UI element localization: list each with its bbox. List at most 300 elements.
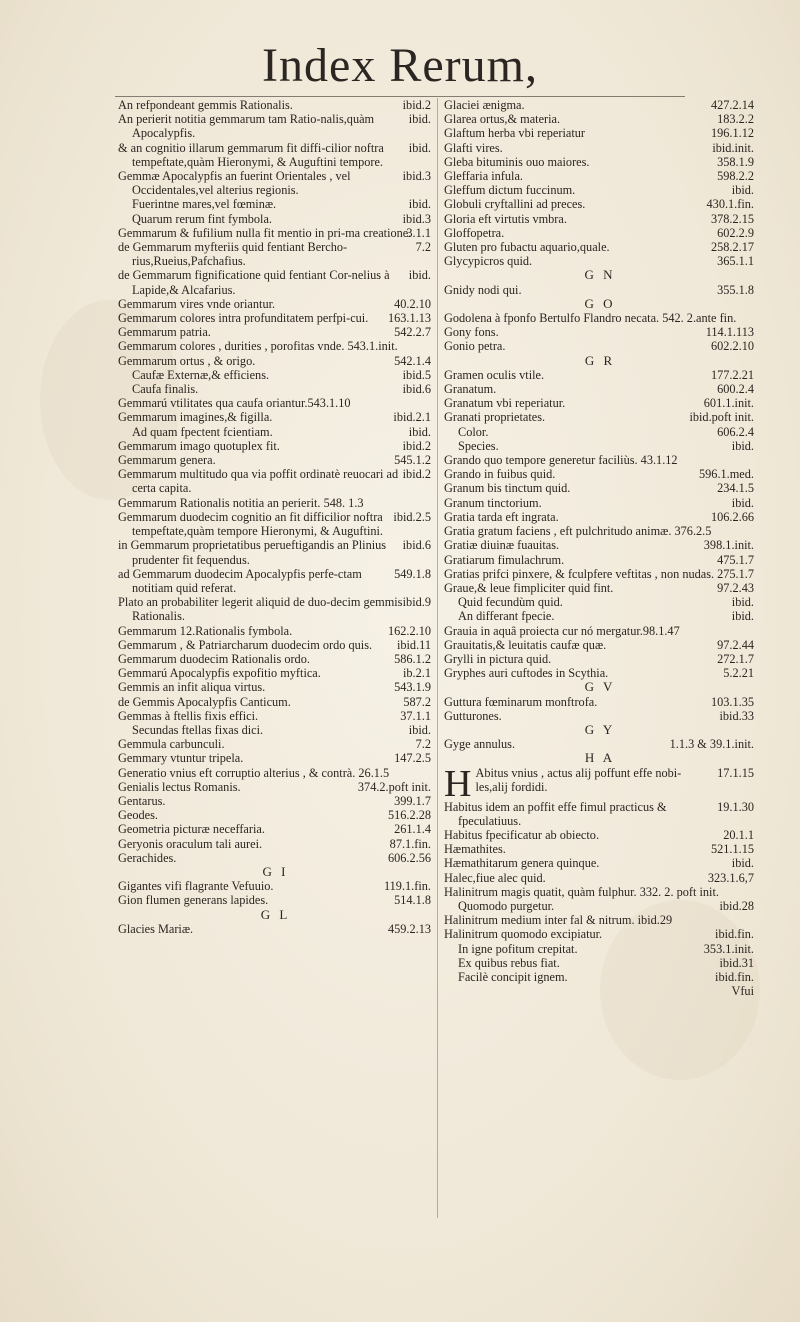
entry-text: Gemmæ Apocalypfis an fuerint Orientales , vel Occidentales,vel alterius regionis. (118, 169, 351, 198)
index-entry (444, 652, 756, 666)
entry-page-reference: 514.1.8 (394, 893, 431, 908)
entry-text: Gemmarum genera. (118, 453, 216, 468)
entry-page-reference: 598.2.2 (717, 169, 754, 184)
index-entry (118, 98, 433, 112)
entry-page-reference: 601.1.init. (703, 396, 754, 411)
entry-text: Grylli in pictura quid. (444, 651, 552, 666)
page-title: Index Rerum, (262, 39, 538, 92)
index-entry (444, 695, 756, 709)
index-entry (444, 240, 756, 254)
index-entry (444, 666, 756, 680)
entry-text: in Gemmarum proprietatibus perueftigandis an Plinius prudenter fit fequendus. (118, 538, 387, 567)
index-entry (118, 851, 433, 865)
index-entry (444, 425, 756, 439)
index-entry (118, 453, 433, 467)
index-entry (444, 183, 756, 197)
entry-page-reference: ibid.fin. (715, 969, 754, 984)
index-entry (118, 723, 433, 737)
page-header (0, 38, 800, 93)
index-entry (444, 481, 756, 495)
entry-page-reference: 365.1.1 (717, 254, 754, 269)
index-entry (444, 112, 756, 126)
entry-text: Gemmarum duodecim cognitio an fit difficilior noftra tempeftate,quàm tempore Hieronymi, & Auguftini. (118, 509, 383, 539)
index-entry (118, 368, 433, 382)
entry-page-reference: 147.2.5 (394, 751, 431, 766)
entry-text: de Gemmis Apocalypfis Canticum. (118, 694, 291, 709)
entry-text: Hæmathites. (444, 842, 506, 857)
index-entry (118, 169, 433, 197)
entry-text: ad Gemmarum duodecim Apocalypfis perfe-ctam notitiam quid referat. (118, 566, 362, 595)
entry-page-reference: 606.2.4 (717, 424, 754, 439)
index-entry (118, 780, 433, 794)
index-entry (118, 624, 433, 638)
entry-page-reference: ibid. (731, 609, 754, 624)
entry-page-reference: 119.1.fin. (383, 879, 431, 894)
catchword: Vfui (731, 984, 754, 999)
entry-text: Glafti vires. (444, 140, 503, 155)
entry-page-reference: 587.2 (403, 694, 431, 709)
entry-text: Gemmarum Rationalis notitia an perierit. 548. 1.3 (118, 495, 364, 510)
entry-page-reference: 3.1.1 (406, 225, 431, 240)
section-letter-heading: G O (584, 295, 616, 311)
entry-page-reference: ibid.2.5 (393, 509, 431, 524)
entry-page-reference: ibid.31 (719, 955, 754, 970)
entry-page-reference: ibid. (731, 856, 754, 871)
entry-page-reference: 549.1.8 (394, 566, 431, 581)
entry-page-reference: 459.2.13 (387, 921, 431, 936)
entry-text: de Gemmarum fignificatione quid fentiant Cor-nelius à Lapide,& Alcafarius. (118, 268, 390, 297)
entry-text: Gnidy nodi qui. (444, 282, 522, 297)
index-entry (444, 624, 756, 638)
index-entry (444, 538, 756, 552)
index-entry (444, 927, 756, 941)
right-column (444, 98, 756, 998)
entry-page-reference: 516.2.28 (387, 808, 431, 823)
entry-text: Gemmarum & fufilium nulla fit mentio in pri-ma creatione. (118, 225, 412, 240)
entry-page-reference: 196.1.12 (710, 126, 754, 141)
entry-text: Gluten pro fubactu aquario,quale. (444, 240, 610, 255)
entry-page-reference: 353.1.init. (703, 941, 754, 956)
entry-text: Gratiarum fimulachrum. (444, 552, 565, 567)
entry-page-reference: ibid.2 (402, 438, 431, 453)
section-letter-heading: G Y (584, 721, 616, 737)
entry-text: Gemmas à ftellis fixis effici. (118, 708, 259, 723)
index-entry (118, 141, 433, 169)
entry-page-reference: 162.2.10 (387, 623, 431, 638)
index-entry (118, 595, 433, 623)
entry-text: Gratia tarda eft ingrata. (444, 509, 559, 524)
index-entry (118, 808, 433, 822)
entry-page-reference: 5.2.21 (723, 666, 754, 681)
entry-page-reference: 40.2.10 (394, 296, 431, 311)
index-entry (118, 879, 433, 893)
entry-page-reference: ibid. (731, 595, 754, 610)
entry-text: Gryphes auri cuftodes in Scythia. (444, 666, 609, 681)
entry-page-reference: 323.1.6,7 (707, 870, 754, 885)
entry-text: Habitus idem an poffit effe fimul practicus & fpeculatiuus. (444, 799, 667, 828)
entry-text: Globuli cryftallini ad preces. (444, 197, 586, 212)
index-entry (444, 311, 756, 325)
drop-cap-initial: H (444, 762, 472, 805)
entry-text: Facilè concipit ignem. (458, 969, 568, 984)
entry-text: Gemmarú vtilitates qua caufa oriantur.543.1.10 (118, 396, 351, 411)
entry-text: Gyge annulus. (444, 737, 516, 752)
index-entry (444, 828, 756, 842)
entry-text: Gemmary vtuntur tripela. (118, 751, 244, 766)
index-entry (444, 283, 756, 297)
entry-text: Grauia in aquâ proiecta cur nó mergatur.98.1.47 (444, 623, 680, 638)
entry-text: Gemmarum , & Patriarcharum duodecim ordo quis. (118, 637, 373, 652)
entry-text: Glaciei ænigma. (444, 98, 525, 112)
index-entry (444, 524, 756, 538)
entry-page-reference: 103.1.35 (710, 694, 754, 709)
index-entry (444, 842, 756, 856)
entry-text: Caufa finalis. (132, 382, 199, 397)
entry-text: Color. (458, 424, 489, 439)
entry-text: Gleba bituminis ouo maiores. (444, 154, 590, 169)
index-entry (118, 425, 433, 439)
entry-text: Gramen oculis vtile. (444, 367, 545, 382)
entry-page-reference: ibid.5 (402, 367, 431, 382)
entry-page-reference: 430.1.fin. (706, 197, 754, 212)
entry-page-reference: 378.2.15 (710, 211, 754, 226)
entry-page-reference: 272.1.7 (717, 651, 754, 666)
entry-page-reference: 7.2 (415, 737, 431, 752)
entry-text: Gemmarum multitudo qua via poffit ordinatè reuocari ad certa capita. (118, 467, 399, 496)
index-entry (118, 737, 433, 751)
entry-text: Gemmarum colores intra profunditatem perfpi-cui. (118, 311, 369, 326)
entry-text: An differant fpecie. (458, 609, 555, 624)
index-entry (444, 567, 756, 581)
entry-text: Grauitatis,& leuitatis caufæ quæ. (444, 637, 607, 652)
entry-page-reference: ibid.11 (396, 637, 431, 652)
entry-page-reference: ibid.2 (402, 98, 431, 112)
index-entry (118, 325, 433, 339)
section-letter-heading: G N (584, 267, 616, 283)
index-entry (444, 709, 756, 723)
entry-page-reference: ibid.2 (402, 467, 431, 482)
entry-page-reference: ibid.poft init. (689, 410, 754, 425)
entry-page-reference: ibid. (408, 424, 431, 439)
entry-page-reference: ibid. (731, 438, 754, 453)
entry-page-reference: ibid.6 (402, 538, 431, 553)
index-entry (444, 595, 756, 609)
entry-page-reference: 258.2.17 (710, 240, 754, 255)
entry-page-reference: ibid.9 (402, 595, 431, 610)
section-letter-heading: G V (584, 679, 616, 695)
entry-page-reference: 97.2.43 (717, 580, 754, 595)
entry-page-reference: ibid.fin. (715, 927, 754, 942)
entry-text: Granati proprietates. (444, 410, 546, 425)
index-entry (444, 856, 756, 870)
index-entry (118, 652, 433, 666)
section-letter-heading: G L (260, 906, 291, 922)
entry-page-reference: ibid.3 (402, 211, 431, 226)
entry-text: Gemmarum 12.Rationalis fymbola. (118, 623, 293, 638)
index-entry (444, 956, 756, 970)
entry-text: An perierit notitia gemmarum tam Ratio-nalis,quàm Apocalypfis. (118, 112, 375, 141)
entry-text: Plato an probabiliter legerit aliquid de duo-decim gemmis Rationalis. (118, 595, 403, 624)
index-entry (444, 581, 756, 595)
index-entry (444, 871, 756, 885)
index-entry (444, 800, 756, 828)
entry-page-reference: 602.2.9 (717, 225, 754, 240)
entry-page-reference: ibid.2.1 (393, 410, 431, 425)
entry-text: Gutturones. (444, 708, 502, 723)
entry-text: Species. (458, 438, 499, 453)
entry-text: Gleffaria infula. (444, 169, 523, 184)
entry-page-reference: 606.2.56 (387, 850, 431, 865)
index-entry (118, 396, 433, 410)
entry-page-reference: ibid. (408, 268, 431, 283)
index-entry (118, 212, 433, 226)
entry-text: Halinitrum quomodo excipiatur. (444, 927, 603, 942)
index-entry (118, 695, 433, 709)
index-entry (118, 680, 433, 694)
entry-page-reference: 427.2.14 (710, 98, 754, 112)
entry-text: Grando in fuibus quid. (444, 467, 556, 482)
index-entry (444, 325, 756, 339)
index-entry (444, 98, 756, 112)
entry-text: Gemmarum patria. (118, 325, 211, 340)
entry-text: Gony fons. (444, 325, 499, 340)
entry-page-reference: 600.2.4 (717, 382, 754, 397)
entry-page-reference: 475.1.7 (717, 552, 754, 567)
entry-text: Ex quibus rebus fiat. (458, 955, 560, 970)
entry-page-reference: 97.2.44 (717, 637, 754, 652)
entry-page-reference: 596.1.med. (699, 467, 754, 482)
index-entry (118, 538, 433, 566)
section-letter-heading: H A (584, 750, 616, 766)
entry-text: Godolena à fponfo Bertulfo Flandro necata. 542. 2.ante fin. (444, 311, 737, 326)
entry-page-reference: 543.1.9 (394, 680, 431, 695)
entry-text: Quomodo purgetur. (458, 898, 555, 913)
index-entry (444, 762, 756, 805)
entry-text: Glarea ortus,& materia. (444, 112, 561, 127)
index-entry (444, 970, 756, 984)
index-entry (118, 709, 433, 723)
entry-page-reference: 399.1.7 (394, 793, 431, 808)
index-entry (118, 751, 433, 765)
entry-page-reference: 586.1.2 (394, 651, 431, 666)
entry-text: Gemmarum imagines,& figilla. (118, 410, 273, 425)
entry-text: Granatum. (444, 382, 497, 397)
index-entry (118, 339, 433, 353)
entry-text: Glacies Mariæ. (118, 921, 194, 936)
index-entry (118, 197, 433, 211)
index-entry (118, 467, 433, 495)
entry-text: Glaftum herba vbi reperiatur (444, 126, 586, 141)
index-entry (444, 439, 756, 453)
entry-text: Granum tinctorium. (444, 495, 542, 510)
entry-page-reference: 163.1.13 (387, 311, 431, 326)
index-entry (444, 396, 756, 410)
entry-text: Ad quam fpectent fcientiam. (132, 424, 273, 439)
index-entry (118, 837, 433, 851)
entry-text: Gemmarum vires vnde oriantur. (118, 296, 276, 311)
entry-page-reference: 542.2.7 (394, 325, 431, 340)
entry-text: Gratia gratum faciens , eft pulchritudo animæ. 376.2.5 (444, 524, 712, 539)
entry-page-reference: ibid.28 (719, 898, 754, 913)
index-entry (118, 112, 433, 140)
entry-text: In igne pofitum crepitat. (458, 941, 578, 956)
entry-page-reference: 17.1.15 (717, 765, 754, 780)
index-entry (118, 567, 433, 595)
entry-text: Gloffopetra. (444, 225, 505, 240)
entry-page-reference: ibid. (731, 495, 754, 510)
index-entry (118, 893, 433, 907)
entry-text: Gemmarum colores , durities , porofitas vnde. 543.1.init. (118, 339, 398, 354)
entry-text: Grando quo tempore generetur faciliùs. 43.1.12 (444, 453, 678, 468)
entry-page-reference: ibid. (408, 722, 431, 737)
index-entry (444, 913, 756, 927)
entry-page-reference: 234.1.5 (717, 481, 754, 496)
entry-text: Gemmarum ortus , & origo. (118, 353, 256, 368)
entry-text: Gleffum dictum fuccinum. (444, 183, 576, 198)
entry-text: Quid fecundùm quid. (458, 595, 563, 610)
entry-text: Glycypicros quid. (444, 254, 533, 269)
index-entry (118, 410, 433, 424)
entry-text: Habitus fpecificatur ab obiecto. (444, 827, 600, 842)
index-entry (118, 354, 433, 368)
index-entry (118, 297, 433, 311)
index-entry (118, 268, 433, 296)
index-entry (444, 899, 756, 913)
entry-text: Hæmathitarum genera quinque. (444, 856, 600, 871)
entry-text: Halinitrum medium inter fal & nitrum. ibid.29 (444, 913, 673, 928)
entry-text: Gemmula carbunculi. (118, 737, 225, 752)
entry-page-reference: 37.1.1 (400, 708, 431, 723)
entry-page-reference: 183.2.2 (717, 112, 754, 127)
index-entry (118, 638, 433, 652)
entry-text: Quarum rerum fint fymbola. (132, 211, 273, 226)
entry-text: Gemmarum duodecim Rationalis ordo. (118, 651, 310, 666)
index-entry (118, 666, 433, 680)
entry-text: Secundas ftellas fixas dici. (132, 722, 264, 737)
entry-page-reference: 1.1.3 & 39.1.init. (669, 737, 754, 752)
entry-text: Geometria picturæ neceffaria. (118, 822, 265, 837)
entry-text: Gerachides. (118, 850, 177, 865)
entry-text: de Gemmarum myfteriis quid fentiant Bercho-rius,Rueius,Pafchafius. (118, 240, 348, 269)
entry-text: Geryonis oraculum tali aurei. (118, 836, 263, 851)
index-entry (444, 169, 756, 183)
entry-text: An refpondeant gemmis Rationalis. (118, 98, 293, 112)
index-entry (444, 197, 756, 211)
entry-page-reference: 542.1.4 (394, 353, 431, 368)
entry-text: Gemmarum imago quotuplex fit. (118, 438, 280, 453)
index-entry (118, 496, 433, 510)
entry-page-reference: ibid. (408, 197, 431, 212)
index-entry (118, 226, 433, 240)
index-entry (118, 822, 433, 836)
entry-page-reference: ibid. (408, 140, 431, 155)
entry-page-reference: 7.2 (415, 240, 431, 255)
entry-page-reference: 177.2.21 (710, 367, 754, 382)
index-entry (444, 155, 756, 169)
index-entry (444, 212, 756, 226)
entry-page-reference: 106.2.66 (710, 509, 754, 524)
index-entry (444, 942, 756, 956)
entry-page-reference: ibid.6 (402, 382, 431, 397)
index-entry (444, 126, 756, 140)
entry-text: Halec,fiue alec quid. (444, 870, 546, 885)
entry-page-reference: 521.1.15 (710, 842, 754, 857)
entry-page-reference: 355.1.8 (717, 282, 754, 297)
left-column (118, 98, 433, 936)
index-entry (118, 794, 433, 808)
entry-text: Gentarus. (118, 793, 166, 808)
entry-text: Gemmarú Apocalypfis expofitio myftica. (118, 666, 321, 681)
entry-text: Gemmis an infit aliqua virtus. (118, 680, 266, 695)
column-divider (437, 98, 438, 1218)
entry-text: Generatio vnius eft corruptio alterius , & contrà. 26.1.5 (118, 765, 390, 780)
entry-text: Caufæ Externæ,& efficiens. (132, 367, 270, 382)
index-entry (118, 439, 433, 453)
index-entry (444, 226, 756, 240)
entry-page-reference: 87.1.fin. (389, 836, 431, 851)
entry-page-reference: ibid.33 (719, 708, 754, 723)
index-entry (444, 737, 756, 751)
index-entry (118, 766, 433, 780)
index-entry (444, 141, 756, 155)
section-letter-heading: G R (584, 352, 616, 368)
entry-page-reference: 358.1.9 (717, 154, 754, 169)
entry-text: Geodes. (118, 808, 158, 823)
index-entry (444, 467, 756, 481)
entry-text: & an cognitio illarum gemmarum fit diffi-cilior noftra tempeftate,quàm Hieronymi, & Auguftini tempore. (118, 140, 384, 169)
entry-text: Gloria eft virtutis vmbra. (444, 211, 567, 226)
index-entry (118, 311, 433, 325)
entry-page-reference: ibid.3 (402, 169, 431, 184)
entry-page-reference: 114.1.113 (705, 325, 754, 340)
entry-page-reference: 398.1.init. (703, 538, 754, 553)
index-entry (444, 885, 756, 899)
index-entry (444, 382, 756, 396)
entry-page-reference: 602.2.10 (710, 339, 754, 354)
index-entry (444, 510, 756, 524)
entry-text: Fuerintne mares,vel fœminæ. (132, 197, 277, 212)
entry-page-reference: ibid. (408, 112, 431, 127)
entry-text: Gion flumen generans lapides. (118, 893, 269, 908)
entry-page-reference: ib.2.1 (402, 666, 431, 681)
entry-page-reference: 374.2.poft init. (357, 779, 431, 794)
index-entry (444, 254, 756, 268)
entry-text: Gratiæ diuinæ fuauitas. (444, 538, 560, 553)
entry-page-reference: 20.1.1 (723, 827, 754, 842)
index-entry (118, 382, 433, 396)
index-entry (444, 609, 756, 623)
header-rule (115, 96, 685, 97)
index-entry (444, 368, 756, 382)
entry-text: Gonio petra. (444, 339, 506, 354)
index-entry (444, 496, 756, 510)
entry-text: Abitus vnius , actus alij poffunt effe nobi-les,alij fordidi. (475, 765, 682, 794)
index-entry (444, 453, 756, 467)
entry-page-reference: 261.1.4 (394, 822, 431, 837)
entry-text: Gigantes vifi flagrante Vefuuio. (118, 879, 274, 894)
section-letter-heading: G I (262, 863, 289, 879)
entry-text: Genialis lectus Romanis. (118, 779, 241, 794)
index-entry (444, 339, 756, 353)
entry-text: Halinitrum magis quatit, quàm fulphur. 332. 2. poft init. (444, 884, 719, 899)
entry-text: Guttura fœminarum monftrofa. (444, 694, 598, 709)
index-entry (444, 410, 756, 424)
index-entry (118, 240, 433, 268)
index-entry (444, 638, 756, 652)
index-entry (444, 553, 756, 567)
entry-text: Graue,& leue fimpliciter quid fint. (444, 580, 614, 595)
entry-text: Gratias prifci pinxere, & fculpfere veftitas , non nudas. (444, 566, 715, 581)
